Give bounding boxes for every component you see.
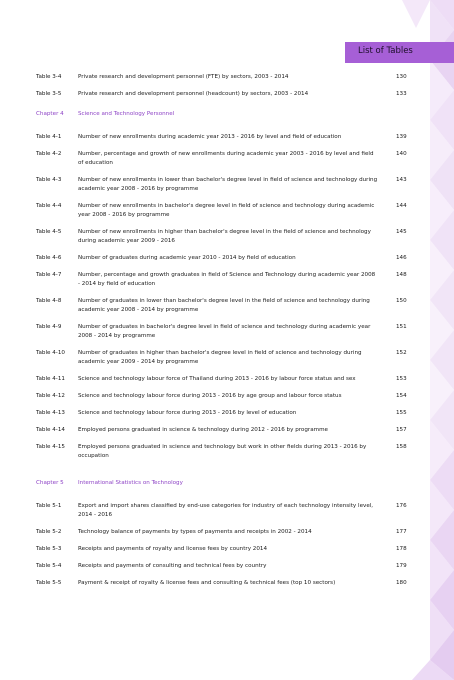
toc-entry[interactable] [36,375,416,384]
table-title: Receipts and payments of consulting and technical fees by country [78,563,267,569]
table-number: Table 5-2 [36,529,62,535]
toc-entry[interactable] [36,297,416,315]
toc-entry[interactable] [36,271,416,289]
page-number: 140 [396,151,407,157]
toc-entry[interactable] [36,528,416,537]
table-number: Table 3-5 [36,91,62,97]
toc-entry[interactable] [36,392,416,401]
page-number: 145 [396,229,407,235]
page-number: 157 [396,427,407,433]
toc-entry[interactable] [36,202,416,220]
table-title: Number of new enrollments in higher than bachelor's degree level in the field of science and technology during academic year 2009 - 2016 [78,229,371,244]
table-title: Number of new enrollments in bachelor's degree level in field of science and technology during academic year 2008 - 2016 by programme [78,203,375,218]
table-title: Number, percentage and growth graduates in field of Science and Technology during academic year 2008 - 2014 by field of education [78,272,376,287]
table-number: Table 5-4 [36,563,62,569]
toc-entry[interactable] [36,426,416,435]
chapter-title: International Statistics on Technology [78,480,183,486]
page-number: 179 [396,563,407,569]
toc-entry[interactable] [36,228,416,246]
table-title: Science and technology labour force during 2013 - 2016 by age group and labour force status [78,393,342,399]
list-of-tables-header [345,42,454,63]
toc-entry[interactable] [36,502,416,520]
table-title: Private research and development personnel (headcount) by sectors, 2003 - 2014 [78,91,309,97]
table-title: Science and technology labour force during 2013 - 2016 by level of education [78,410,297,416]
table-number: Table 4-6 [36,255,62,261]
page-number: 151 [396,324,407,330]
page-number: 146 [396,255,407,261]
page-number: 177 [396,529,407,535]
toc-entry[interactable] [36,150,416,168]
table-title: Employed persons graduated in science & technology during 2012 - 2016 by programme [78,427,328,433]
table-number: Table 4-8 [36,298,62,304]
page-number: 155 [396,410,407,416]
page-number: 178 [396,546,407,552]
table-number: Table 4-3 [36,177,62,183]
page-number: 153 [396,376,407,382]
table-title: Private research and development personnel (FTE) by sectors, 2003 - 2014 [78,74,289,80]
page-title: List of Tables [358,46,413,56]
table-title: Number of new enrollments in lower than bachelor's degree level in field of science and technology during academic year 2008 - 2016 by programme [78,177,378,192]
toc-entry[interactable] [36,349,416,367]
table-of-contents-list [36,73,416,588]
page-number: 139 [396,134,407,140]
table-number: Table 4-4 [36,203,62,209]
page-number: 154 [396,393,407,399]
page-number: 143 [396,177,407,183]
toc-entry[interactable] [36,579,416,588]
toc-entry[interactable] [36,443,416,461]
page-number: 144 [396,203,407,209]
toc-entry[interactable] [36,562,416,571]
table-number: Table 4-13 [36,410,65,416]
table-number: Table 4-2 [36,151,62,157]
table-title: Number of graduates in higher than bachelor's degree level in field of science and technology during academic year 2009 - 2014 by programme [78,350,362,365]
table-title: Payment & receipt of royalty & license fees and consulting & technical fees (top 10 sectors) [78,580,336,586]
table-number: Table 5-5 [36,580,62,586]
table-number: Table 5-3 [36,546,62,552]
table-title: Number of graduates in bachelor's degree level in field of science and technology during academic year 2008 - 2014 by programme [78,324,371,339]
toc-entry[interactable] [36,409,416,418]
page-number: 130 [396,74,407,80]
table-title: Employed persons graduated in science and technology but work in other fields during 2013 - 2016 by occupation [78,444,367,459]
toc-entry[interactable] [36,323,416,341]
table-title: Technology balance of payments by types of payments and receipts in 2002 - 2014 [78,529,312,535]
table-number: Table 4-5 [36,229,62,235]
page-number: 176 [396,503,407,509]
table-number: Table 4-11 [36,376,65,382]
page-number: 158 [396,444,407,450]
toc-entry[interactable] [36,90,416,99]
table-title: Number, percentage and growth of new enrollments during academic year 2003 - 2016 by level and field of education [78,151,374,166]
table-number: Table 4-15 [36,444,65,450]
table-number: Table 3-4 [36,74,62,80]
toc-entry[interactable] [36,73,416,82]
table-title: Science and technology labour force of Thailand during 2013 - 2016 by labour force status and sex [78,376,356,382]
page-number: 180 [396,580,407,586]
chapter-number: Chapter 4 [36,111,64,117]
table-number: Table 4-12 [36,393,65,399]
chapter-heading[interactable] [36,110,416,119]
table-title: Export and import shares classified by end-use categories for industry of each technology intensity level, 2014 - 2016 [78,503,374,518]
toc-entry[interactable] [36,176,416,194]
table-title: Receipts and payments of royalty and license fees by country 2014 [78,546,268,552]
page-number: 150 [396,298,407,304]
table-number: Table 4-1 [36,134,62,140]
table-number: Table 4-7 [36,272,62,278]
page-number: 133 [396,91,407,97]
table-number: Table 4-10 [36,350,65,356]
page-number: 152 [396,350,407,356]
table-number: Table 4-14 [36,427,65,433]
chapter-number: Chapter 5 [36,480,64,486]
table-title: Number of new enrollments during academic year 2013 - 2016 by level and field of education [78,134,342,140]
toc-entry[interactable] [36,254,416,263]
table-title: Number of graduates during academic year 2010 - 2014 by field of education [78,255,296,261]
page-number: 148 [396,272,407,278]
toc-entry[interactable] [36,545,416,554]
table-title: Number of graduates in lower than bachelor's degree level in the field of science and technology during academic year 2008 - 2014 by programme [78,298,370,313]
table-number: Table 4-9 [36,324,62,330]
table-number: Table 5-1 [36,503,62,509]
chapter-title: Science and Technology Personnel [78,111,175,117]
chapter-heading[interactable] [36,479,416,488]
toc-entry[interactable] [36,133,416,142]
